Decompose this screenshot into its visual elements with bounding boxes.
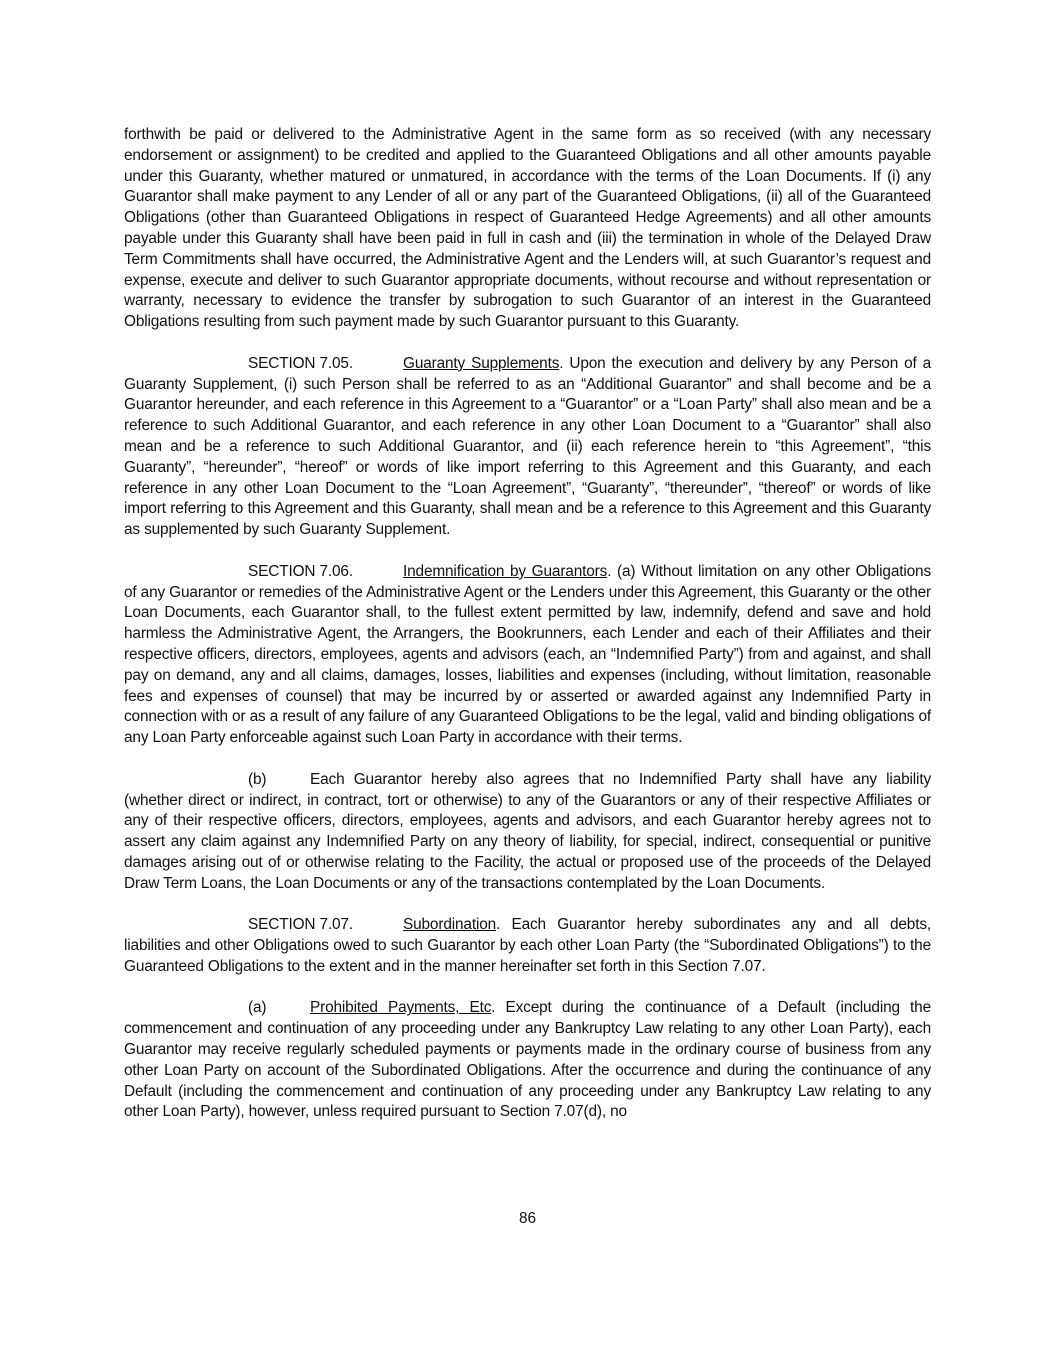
paragraph-body: . Upon the execution and delivery by any Person of a Guaranty Supplement, (i) such Person shall be referred to as an “Additional Guarantor” and shall become and be a Guarantor hereunder, and each reference in this Agreement to a “Guarantor” or a “Loan Party” shall also mean and be a reference to such Additional Guarantor, and each reference in any other Loan Document to a “Guarantor” shall also mean and be a reference to such Additional Guarantor, and (ii) each reference herein to “this Agreement”, “this Guaranty”, “hereunder”, “hereof” or words of like import referring to this Agreement and this Guaranty, and each reference in any other Loan Document to the “Loan Agreement”, “Guaranty”, “thereunder”, “thereof” or words of like import referring to this Agreement and this Guaranty, shall mean and be a reference to this Agreement and this Guaranty as supplemented by such Guaranty Supplement.	[124, 354, 931, 539]
section-number: SECTION 7.07.	[248, 916, 353, 934]
paragraph-body: forthwith be paid or delivered to the Administrative Agent in the same form as so received (with any necessary endorsement or assignment) to be credited and applied to the Guaranteed Obligations and all other amounts payable under this Guaranty, whether matured or unmatured, in accordance with the terms of the Loan Documents. If (i) any Guarantor shall make payment to any Lender of all or any part of the Guaranteed Obligations, (ii) all of the Guaranteed Obligations (other than Guaranteed Obligations in respect of Guaranteed Hedge Agreements) and all other amounts payable under this Guaranty shall have been paid in full in cash and (iii) the termination in whole of the Delayed Draw Term Commitments shall have occurred, the Administrative Agent and the Lenders will, at such Guarantor’s request and expense, execute and deliver to such Guarantor appropriate documents, without recourse and without representation or warranty, necessary to evidence the transfer by subrogation to such Guarantor of an interest in the Guaranteed Obligations resulting from such payment made by such Guarantor pursuant to this Guaranty.	[124, 126, 931, 331]
subsection-heading: Prohibited Payments, Etc	[310, 999, 492, 1017]
section-7-06-b-paragraph	[124, 770, 931, 895]
paragraph-body: . Except during the continuance of a Default (including the commencement and continuation of any proceeding under any Bankruptcy Law relating to any other Loan Party), each Guarantor may receive regularly scheduled payments or payments made in the ordinary course of business from any other Loan Party on account of the Subordinated Obligations. After the occurrence and during the continuance of any Default (including the commencement and continuation of any proceeding under any Bankruptcy Law relating to any other Loan Party), however, unless required pursuant to Section 7.07(d), no	[124, 999, 932, 1121]
section-heading: Guaranty Supplements	[403, 354, 560, 372]
paragraph-body: . (a) Without limitation on any other Obligations of any Guarantor or remedies of the Administrative Agent or the Lenders under this Agreement, this Guaranty or the other Loan Documents, each Guarantor shall, to the fullest extent permitted by law, indemnify, defend and save and hold harmless the Administrative Agent, the Arrangers, the Bookrunners, each Lender and each of their Affiliates and their respective officers, directors, employees, agents and advisors (each, an “Indemnified Party”) from and against, and shall pay on demand, any and all claims, damages, losses, liabilities and expenses (including, without limitation, reasonable fees and expenses of counsel) that may be incurred by or asserted or awarded against any Indemnified Party in connection with or as a result of any failure of any Guaranteed Obligations to be the legal, valid and binding obligations of any Loan Party enforceable against such Loan Party in accordance with their terms.	[124, 562, 932, 747]
paragraph-body: . Each Guarantor hereby subordinates any and all debts, liabilities and other Obligations owed to such Guarantor by each other Loan Party (the “Subordinated Obligations”) to the Guaranteed Obligations to the extent and in the manner hereinafter set forth in this Section 7.07.	[124, 916, 931, 975]
section-number: SECTION 7.06.	[248, 562, 353, 580]
paragraph-body: Each Guarantor hereby also agrees that no Indemnified Party shall have any liability (whether direct or indirect, in contract, tort or otherwise) to any of the Guarantors or any of their respective Affiliates or any of their respective officers, directors, employees, agents and advisors, and each Guarantor hereby agrees not to assert any claim against any Indemnified Party on any theory of liability, for special, indirect, consequential or punitive damages arising out of or otherwise relating to the Facility, the actual or proposed use of the proceeds of the Delayed Draw Term Loans, the Loan Documents or any of the transactions contemplated by the Loan Documents.	[124, 770, 931, 892]
paragraph-continuation	[124, 125, 931, 333]
subsection-label: (b)	[248, 770, 267, 788]
section-7-07-paragraph	[124, 915, 931, 977]
subsection-label: (a)	[248, 999, 267, 1017]
section-7-06-paragraph	[124, 562, 931, 749]
section-number: SECTION 7.05.	[248, 354, 353, 372]
section-7-05-paragraph	[124, 354, 931, 541]
page-number: 86	[518, 1210, 537, 1227]
section-heading: Subordination	[403, 916, 497, 934]
document-page	[124, 125, 931, 1144]
section-heading: Indemnification by Guarantors	[403, 562, 608, 580]
section-7-07-a-paragraph	[124, 998, 931, 1123]
